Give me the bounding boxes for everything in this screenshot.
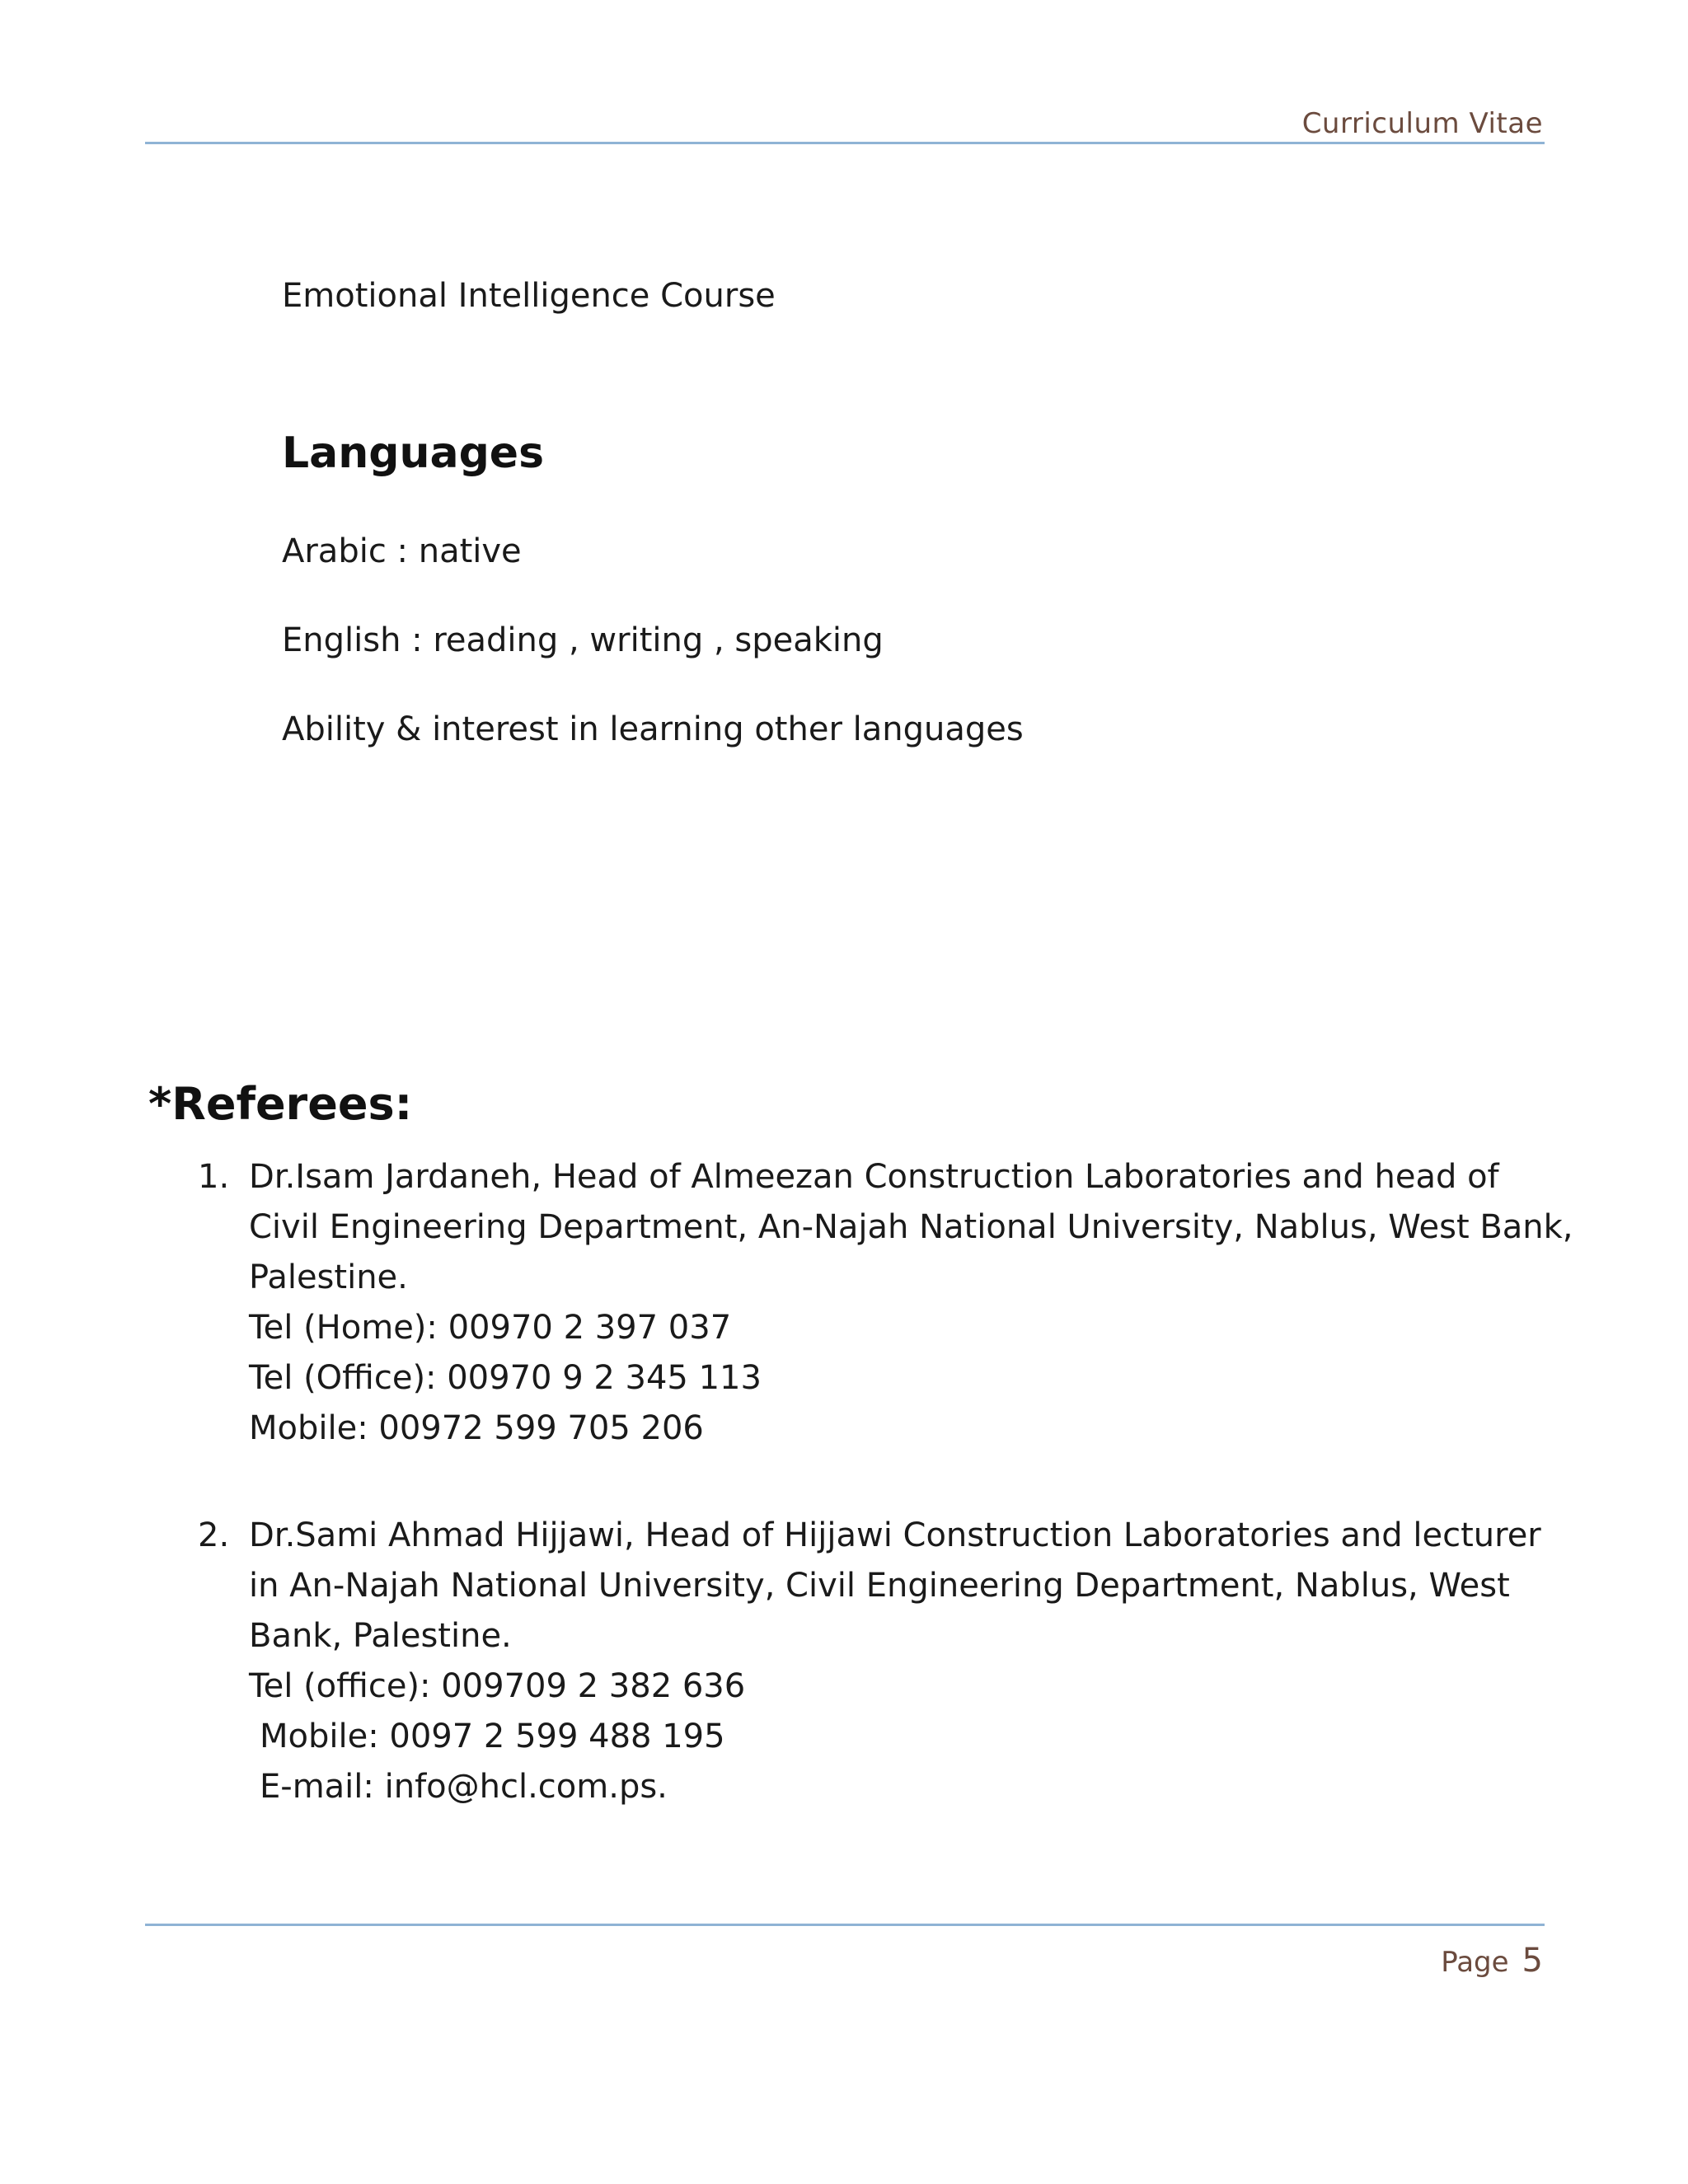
referee-affiliation-line: in An-Najah National University, Civil Engineering Department, Nablus, West — [249, 1567, 1510, 1605]
language-english: English : reading , writing , speaking — [282, 621, 884, 659]
referee-email: E-mail: info@hcl.com.ps. — [260, 1768, 668, 1806]
referee-number: 1. — [198, 1158, 230, 1196]
referees-heading: *Referees: — [148, 1078, 413, 1130]
referee-name-line: Dr.Isam Jardaneh, Head of Almeezan Construction Laboratories and head of — [249, 1158, 1499, 1196]
languages-heading: Languages — [282, 429, 545, 478]
referee-item — [198, 1152, 1573, 1454]
footer-divider — [145, 1924, 1545, 1926]
referee-affiliation-line: Civil Engineering Department, An-Najah National University, Nablus, West Bank, — [249, 1208, 1573, 1246]
page-label: Page — [1441, 1946, 1509, 1979]
page-footer — [1441, 1942, 1543, 1980]
referee-location-line: Palestine. — [249, 1258, 408, 1296]
referee-location-line: Bank, Palestine. — [249, 1617, 512, 1655]
referee-name-line: Dr.Sami Ahmad Hijjawi, Head of Hijjawi Construction Laboratories and lecturer — [249, 1516, 1541, 1554]
referee-tel-home: Tel (Home): 00970 2 397 037 — [249, 1309, 732, 1347]
referee-tel-office: Tel (office): 009709 2 382 636 — [249, 1667, 746, 1705]
header-title: Curriculum Vitae — [1301, 107, 1543, 140]
language-arabic: Arabic : native — [282, 532, 522, 570]
header-divider — [145, 142, 1545, 144]
referees-list — [198, 1152, 1573, 1812]
referee-mobile: Mobile: 0097 2 599 488 195 — [260, 1718, 725, 1755]
referee-mobile: Mobile: 00972 599 705 206 — [249, 1409, 704, 1447]
course-item: Emotional Intelligence Course — [282, 277, 776, 315]
language-other: Ability & interest in learning other languages — [282, 710, 1024, 748]
referee-item — [198, 1511, 1550, 1812]
referee-number: 2. — [198, 1516, 230, 1554]
referee-tel-office: Tel (Office): 00970 9 2 345 113 — [249, 1359, 762, 1397]
page-number: 5 — [1522, 1942, 1543, 1980]
